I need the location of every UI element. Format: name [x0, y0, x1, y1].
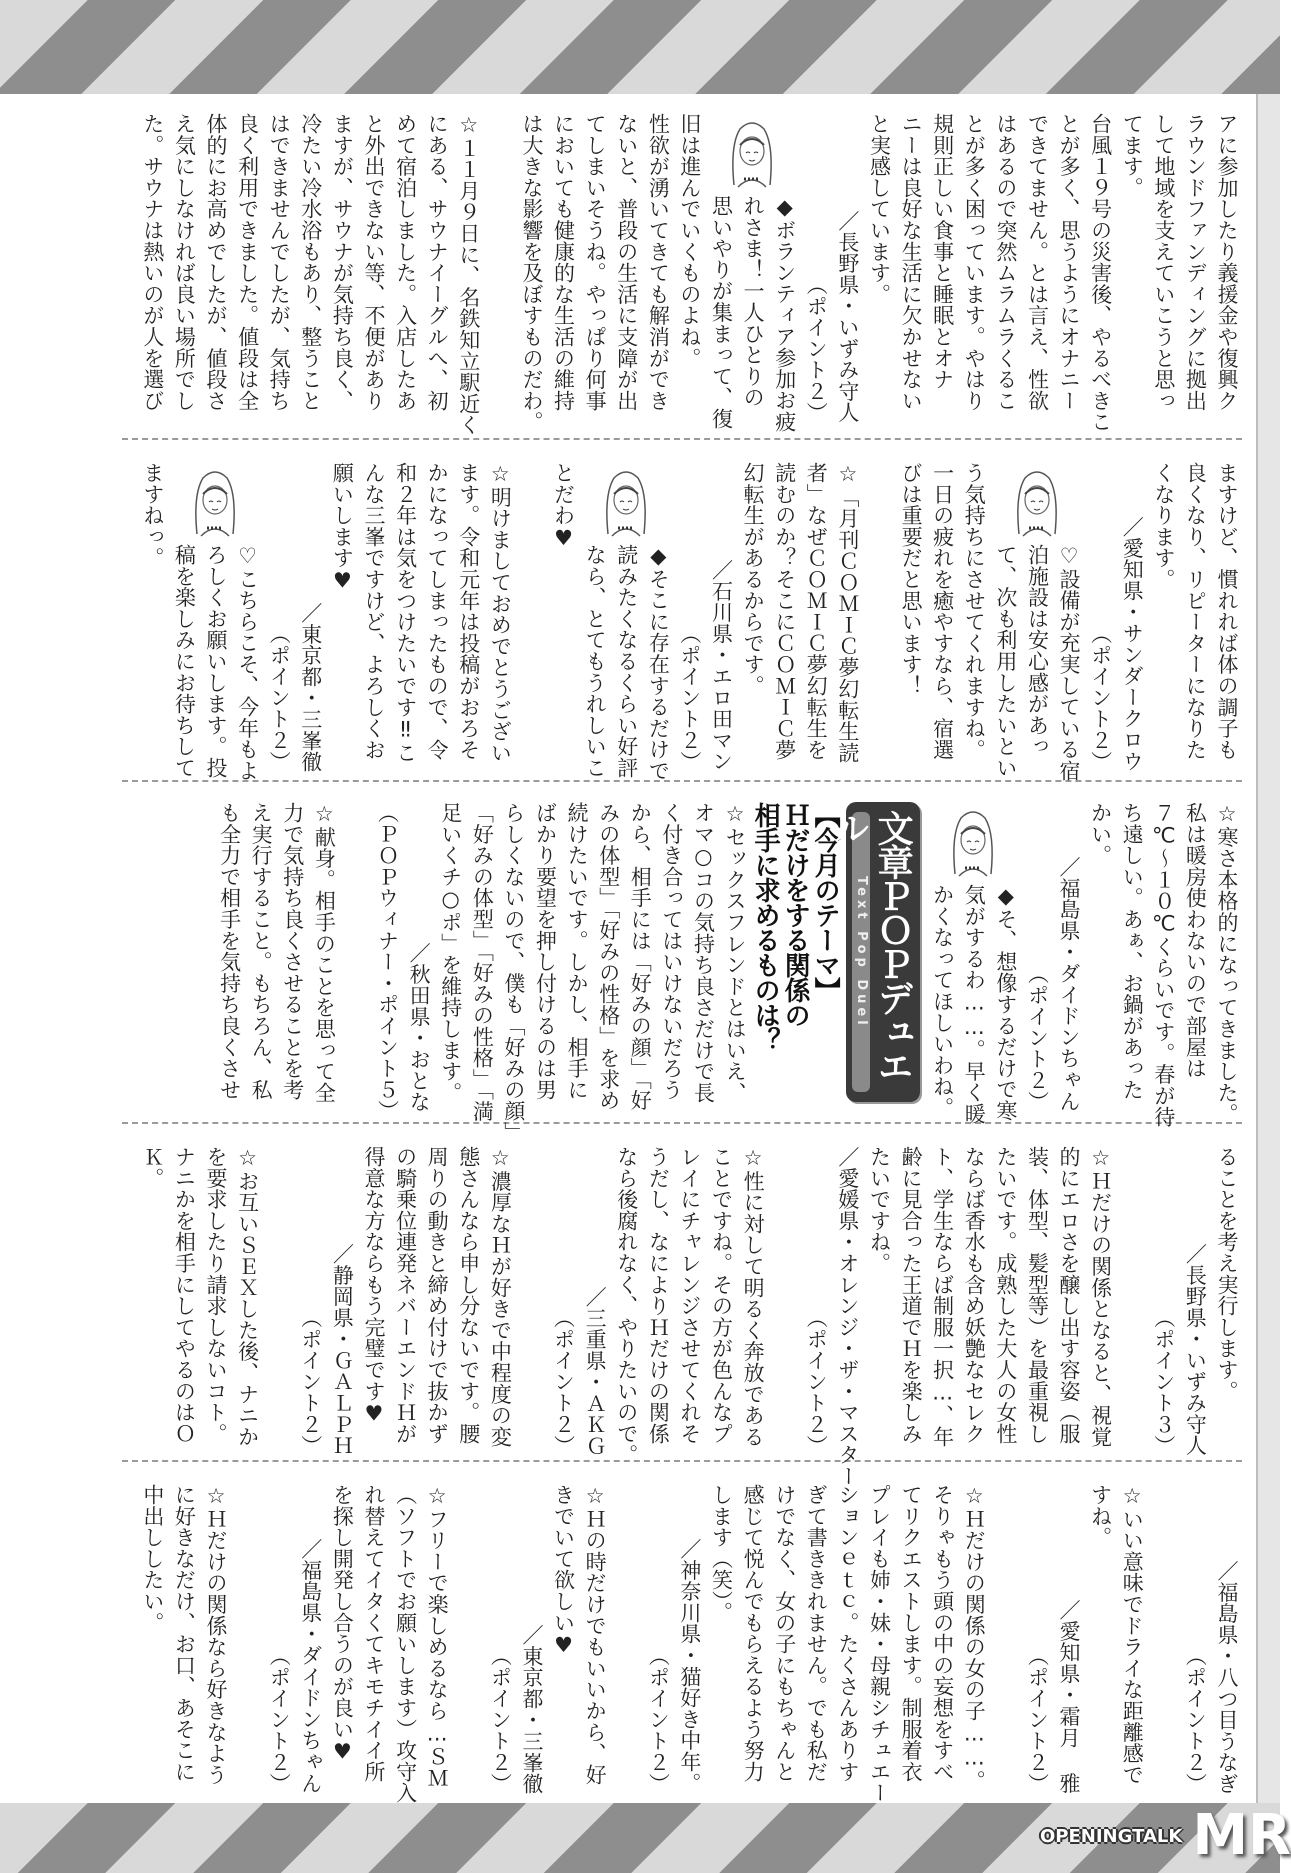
- column-gap: [452, 1484, 484, 1794]
- editor-avatar-icon: [722, 113, 782, 195]
- column-gap: [610, 1484, 642, 1794]
- text-column: します（笑）。: [709, 1484, 734, 1623]
- column-gap: [863, 462, 895, 772]
- text-column: 力で気持ち良くさせることを考: [280, 802, 305, 1101]
- reply-column: れさま！一人ひとりの: [741, 195, 766, 408]
- signature: （ポイント２）: [1183, 1644, 1208, 1794]
- signature: ／長野県・いずみ守人: [835, 210, 860, 423]
- text-column: ますが、サウナが気持ち良く、: [330, 113, 355, 412]
- text-column: して地域を支えていこうと思っ: [1151, 113, 1176, 412]
- text-band-1: [118, 113, 1242, 436]
- text-column: きでいて欲しい♥: [551, 1484, 576, 1658]
- text-column: ラウンドファンディングに拠出: [1183, 113, 1208, 412]
- text-column: 「好みの体型」「好みの性格」「満: [470, 802, 495, 1122]
- signature: ／神奈川県・猫好き中年。: [677, 1538, 702, 1794]
- text-column: けでなく、女の子にもちゃんと: [772, 1484, 797, 1783]
- reply-column: ♡設備が充実している宿: [1057, 544, 1082, 782]
- reply-column: ◆そ、想像するだけで寒: [993, 884, 1018, 1122]
- text-pop-duel-title: [828, 802, 920, 1102]
- text-column: なら後腐れなく、やりたいので。: [614, 1146, 639, 1466]
- column-gap: [339, 802, 371, 1112]
- signature: ／静岡県・ＧＡＬＰＨ: [330, 1243, 355, 1456]
- reply-column: かくなってほしいわね。: [930, 884, 955, 1119]
- text-column: かになってしまったもので、令: [425, 462, 450, 761]
- text-column: ☆Ｈだけの関係となると、視覚: [1088, 1146, 1113, 1448]
- column-gap: [231, 1484, 263, 1794]
- monthly-theme-line: 【今月のテーマ】: [810, 802, 841, 1002]
- text-column: ☆明けましておめでとうござい: [488, 462, 513, 764]
- title-japanese: 文章ＰＯＰデュエル: [828, 810, 914, 1082]
- text-column: らしくないので、僕も「好みの顔」: [501, 802, 526, 1143]
- text-column: を要求したり請求しないコト。: [204, 1146, 228, 1445]
- text-column: 得意な方ならもう完璧です♥: [361, 1146, 386, 1426]
- signature: ／愛知県・サンダークロウ: [1120, 516, 1145, 772]
- text-column: から、相手には「好みの顔」「好: [628, 802, 653, 1111]
- text-column: れ替えてイタくてキモチイイ所: [361, 1484, 386, 1783]
- text-column: てます。: [1120, 113, 1145, 199]
- signature: （ポイント２）: [646, 1644, 671, 1794]
- editor-reply: [989, 462, 1084, 782]
- column-gap: [1116, 1146, 1148, 1456]
- reply-column: ◆そこに存在するだけで: [646, 544, 671, 782]
- text-column: できてません。とは言え、性欲: [1025, 113, 1050, 412]
- text-column: （ソフトでお願いします）攻守入: [393, 1484, 418, 1804]
- text-column: 台風１９号の災害後、やるべきこ: [1088, 113, 1113, 433]
- text-column: んな三峯ですけど、よろしくお: [361, 462, 386, 761]
- text-band-2: [118, 462, 1242, 782]
- text-column: ますねっ。: [140, 462, 165, 569]
- signature: （ＰＯＰウィナー・ポイント５）: [375, 802, 400, 1122]
- text-column: え実行すること。もちろん、私: [249, 802, 274, 1101]
- mr-logo: MR: [1192, 1803, 1291, 1868]
- top-striped-border: [0, 0, 1280, 94]
- column-gap: [515, 462, 547, 772]
- editor-reply: [926, 802, 1021, 1125]
- text-column: ☆濃厚なＨが好きで中程度の変: [488, 1146, 513, 1448]
- text-column: そりゃもう頭の中の妄想をすべ: [930, 1484, 955, 1783]
- row-divider: [122, 1460, 1242, 1462]
- text-column: ☆性に対して明るく奔放である: [741, 1146, 766, 1448]
- row-divider: [122, 438, 1242, 440]
- text-column: たいですね。: [867, 1146, 892, 1274]
- text-column: ☆フリーで楽しめるなら…ＳＭ: [425, 1484, 450, 1789]
- text-column: 和２年は気をつけたいです‼こ: [393, 462, 418, 764]
- text-column: びは重要だと思います！: [899, 462, 924, 697]
- editor-avatar-icon: [943, 802, 1003, 884]
- editor-reply: [168, 462, 263, 782]
- editor-avatar-icon: [185, 462, 245, 544]
- text-column: 願いします♥: [330, 462, 355, 593]
- reply-column: 泊施設は安心感があっ: [1025, 544, 1050, 757]
- text-column: 性欲が湧いてきても解消ができ: [646, 113, 671, 412]
- text-column: はあるので突然ムラムラくるこ: [993, 113, 1018, 412]
- column-gap: [263, 1146, 295, 1456]
- text-column: ことですね。その方が色んなプ: [709, 1146, 734, 1445]
- text-column: 周りの動きと締め付けで抜かず: [425, 1146, 450, 1445]
- text-column: めて宿泊しました。入店したあ: [393, 113, 418, 412]
- text-column: たいです。成熟した大人の女性: [993, 1146, 1018, 1445]
- reply-lines: [926, 884, 1021, 1125]
- monthly-theme-line: 相手に求めるものは？: [750, 802, 781, 1052]
- text-column: の騎乗位連発ネバーエンドＨが: [393, 1146, 418, 1445]
- text-column: ☆セックスフレンドとはいえ、: [723, 802, 748, 1104]
- text-column: にある、サウナイーグルへ、初: [425, 113, 450, 412]
- editor-avatar-icon: [1007, 462, 1067, 544]
- text-column: 良くなり、リピーターになりた: [1183, 462, 1208, 761]
- reply-column: て、次も利用したいとい: [993, 544, 1018, 779]
- signature: （ポイント２）: [298, 1306, 323, 1456]
- signature: ／福島県・ダイドンちゃん: [1057, 856, 1082, 1112]
- text-column: ☆いい意味でドライな距離感で: [1120, 1484, 1145, 1786]
- editor-reply: [705, 113, 800, 433]
- signature: （ポイント２）: [488, 1644, 513, 1794]
- text-column: ☆寒さ本格的になってきました。: [1215, 802, 1239, 1125]
- text-column: ニーは良好な生活に欠かせない: [899, 113, 924, 412]
- signature: （ポイント２）: [267, 1644, 292, 1794]
- editor-reply: [579, 462, 674, 782]
- reply-lines: [989, 544, 1084, 782]
- signature: ／三重県・ＡＫＧ: [583, 1285, 608, 1456]
- text-column: みの体型」「好みの性格」を求め: [596, 802, 621, 1111]
- text-column: アに参加したり義援金や復興ク: [1215, 113, 1239, 412]
- text-column: 読むのか？そこにＣＯＭＩＣ夢: [772, 462, 797, 761]
- signature: （ポイント２）: [1025, 962, 1050, 1112]
- signature: ／石川県・エロ田マン: [709, 559, 734, 772]
- text-column: ☆「月刊ＣＯＭＩＣ夢幻転生読: [835, 462, 860, 764]
- signature: （ポイント２）: [677, 622, 702, 772]
- text-column: は大きな影響を及ぼすものだわ。: [519, 113, 544, 433]
- text-column: オマ○コの気持ち良さだけで長: [691, 802, 716, 1104]
- signature: ／福島県・八つ目うなぎ: [1215, 1559, 1239, 1794]
- text-band-5: [118, 1484, 1242, 1804]
- text-column: 旧は進んでいくものよね。: [677, 113, 702, 369]
- text-column: Ｋ。: [140, 1146, 165, 1189]
- footer-logo: [1040, 1803, 1291, 1868]
- text-column: ぎて書ききれません。でも私だ: [804, 1484, 829, 1783]
- signature: （ポイント２）: [551, 1306, 576, 1456]
- text-column: 幻転生があるからです。: [741, 462, 766, 697]
- text-column: 足いくチ○ポ」を維持します。: [438, 802, 463, 1104]
- text-column: とだわ♥: [551, 462, 576, 551]
- text-column: え気にしなければ良い場所でし: [172, 113, 197, 412]
- text-column: 者」なぜＣＯＭＩＣ夢幻転生を: [804, 462, 829, 761]
- right-page-border: [1256, 94, 1280, 1803]
- text-column: ます。令和元年は投稿がおろそ: [456, 462, 481, 761]
- column-gap: [768, 1146, 800, 1456]
- text-column: レイにチャレンジさせてくれそ: [677, 1146, 702, 1445]
- monthly-theme-line: Ｈだけをする関係の: [780, 802, 811, 1027]
- text-column: 一日の疲れを癒やすなら、宿選: [930, 462, 955, 761]
- text-column: ☆１１月９日に、名鉄知立駅近く: [456, 113, 481, 436]
- text-column: 規則正しい食事と睡眠とオナ: [930, 113, 955, 390]
- text-column: に好きなだけ、お口、あそこに: [172, 1484, 197, 1783]
- text-column: 私は暖房使わないので部屋は: [1183, 802, 1208, 1079]
- text-column: ち遠しい。あぁ、お鍋があった: [1120, 802, 1145, 1101]
- text-column: ☆Ｈの時だけでもいいから、好: [583, 1484, 608, 1786]
- text-column: とが多く困っています。やはり: [962, 113, 987, 412]
- signature: ／長野県・いずみ守人: [1183, 1243, 1208, 1456]
- text-column: ることを考え実行します。: [1215, 1146, 1239, 1402]
- text-column: と実感しています。: [867, 113, 892, 305]
- text-band-3: [118, 802, 1242, 1143]
- text-column: ７℃〜１０℃くらいです。春が待: [1151, 802, 1176, 1128]
- signature: ／愛媛県・オレンジ・ザ・マスター: [835, 1146, 860, 1487]
- reply-lines: [579, 544, 674, 782]
- text-column: てしまいそうね。やっぱり何事: [583, 113, 608, 412]
- text-column: ションｅｔｃ。たくさんありす: [835, 1484, 860, 1783]
- reply-lines: [705, 195, 800, 433]
- signature: （ポイント３）: [1151, 1306, 1176, 1456]
- text-column: すね。: [1088, 1484, 1113, 1548]
- column-gap: [989, 1484, 1021, 1794]
- text-column: とが多く、思うようにオナニー: [1057, 113, 1082, 412]
- text-column: うだし、なによりＨだけの関係: [646, 1146, 671, 1445]
- text-column: ならば香水も含め妖艶なセレク: [962, 1146, 987, 1445]
- text-column: 装、体型、髪型等）を最重視し: [1025, 1146, 1050, 1445]
- text-column: ト、学生ならば制服一択…、年: [930, 1146, 955, 1448]
- text-column: ますけど、慣れれば体の調子も: [1215, 462, 1239, 761]
- reply-column: 気がするわ……。早く暖: [962, 884, 987, 1125]
- reply-lines: [168, 544, 263, 782]
- text-column: を探し開発し合うのが良い♥: [330, 1484, 355, 1764]
- column-gap: [484, 113, 516, 423]
- signature: ／福島県・ダイドンちゃん: [298, 1538, 323, 1794]
- text-column: 体的にお高めでしたが、値段さ: [204, 113, 228, 412]
- text-column: 態さんなら申し分ないです。腰: [456, 1146, 481, 1445]
- text-column: う気持ちにさせてくれますね。: [962, 462, 987, 761]
- text-column: てリクエストします。制服着衣: [899, 1484, 924, 1783]
- title-english: Text Pop Duel: [852, 812, 870, 1092]
- text-column: 齢に見合った王道でＨを楽しみ: [899, 1146, 924, 1445]
- text-column: も全力で相手を気持ち良くさせ: [217, 802, 242, 1101]
- text-column: ☆Ｈだけの関係の女の子……。: [962, 1484, 987, 1792]
- text-column: ナニかを相手にしてやるのはＯ: [172, 1146, 197, 1445]
- text-column: ☆献身。相手のことを思って全: [312, 802, 337, 1104]
- signature: ／東京都・三峯徹: [298, 601, 323, 772]
- reply-column: 読みたくなるくらい好評: [614, 544, 639, 779]
- reply-column: ◆ボランティア参加お疲: [772, 195, 797, 433]
- reply-column: 稿を楽しみにお待ちして: [172, 544, 197, 779]
- reply-column: ♡こちらこそ、今年もよ: [235, 544, 260, 782]
- signature: （ポイント２）: [267, 622, 292, 772]
- editor-avatar-icon: [596, 462, 656, 544]
- text-column: 良く利用できました。値段は全: [235, 113, 260, 412]
- signature: ／東京都・三峯徹: [519, 1623, 544, 1794]
- text-column: 中出ししたい。: [140, 1484, 165, 1634]
- signature: ／愛知県・霜月 雅: [1057, 1599, 1082, 1794]
- text-column: く付き合ってはいけないだろう: [659, 802, 684, 1101]
- row-divider: [122, 1122, 1242, 1124]
- text-column: はできませんでしたが、気持ち: [267, 113, 292, 412]
- reply-column: 思いやりが集まって、復: [709, 195, 734, 430]
- text-column: ☆Ｈだけの関係なら好きなよう: [204, 1484, 228, 1786]
- text-column: 続けたいです。しかし、相手に: [565, 802, 590, 1101]
- signature: （ポイント２）: [804, 1306, 829, 1456]
- text-column: 感じて悦んでもらえるよう努力: [741, 1484, 766, 1783]
- opening-talk-label: OPENINGTALK: [1040, 1825, 1183, 1847]
- text-column: においても健康的な生活の維持: [551, 113, 576, 412]
- text-column: 的にエロさを醸し出す容姿（服: [1057, 1146, 1082, 1445]
- text-column: 冷たい冷水浴もあり、整うこと: [298, 113, 323, 412]
- signature: （ポイント２）: [1025, 1644, 1050, 1794]
- text-column: くなります。: [1151, 462, 1176, 590]
- signature: （ポイント２）: [1088, 622, 1113, 772]
- text-band-4: [118, 1146, 1242, 1487]
- text-column: ☆お互いＳＥＸした後、ナニか: [235, 1146, 260, 1448]
- signature: ／秋田県・おとな: [407, 941, 432, 1112]
- text-column: かい。: [1088, 802, 1113, 866]
- column-gap: [1147, 1484, 1179, 1794]
- reply-column: なら、とてもうれしいこ: [583, 544, 608, 779]
- column-gap: [515, 1146, 547, 1456]
- text-column: プレイも姉・妹・母親シチュエー: [867, 1484, 892, 1804]
- signature: （ポイント２）: [804, 273, 829, 423]
- text-column: た。サウナは熱いのが人を選び: [140, 113, 165, 412]
- text-column: ないと、普段の生活に支障が出: [614, 113, 639, 412]
- text-column: ばかり要望を押し付けるのは男: [533, 802, 558, 1101]
- reply-column: ろしくお願いします。投: [204, 544, 228, 779]
- text-column: と外出できない等、不便があり: [361, 113, 386, 412]
